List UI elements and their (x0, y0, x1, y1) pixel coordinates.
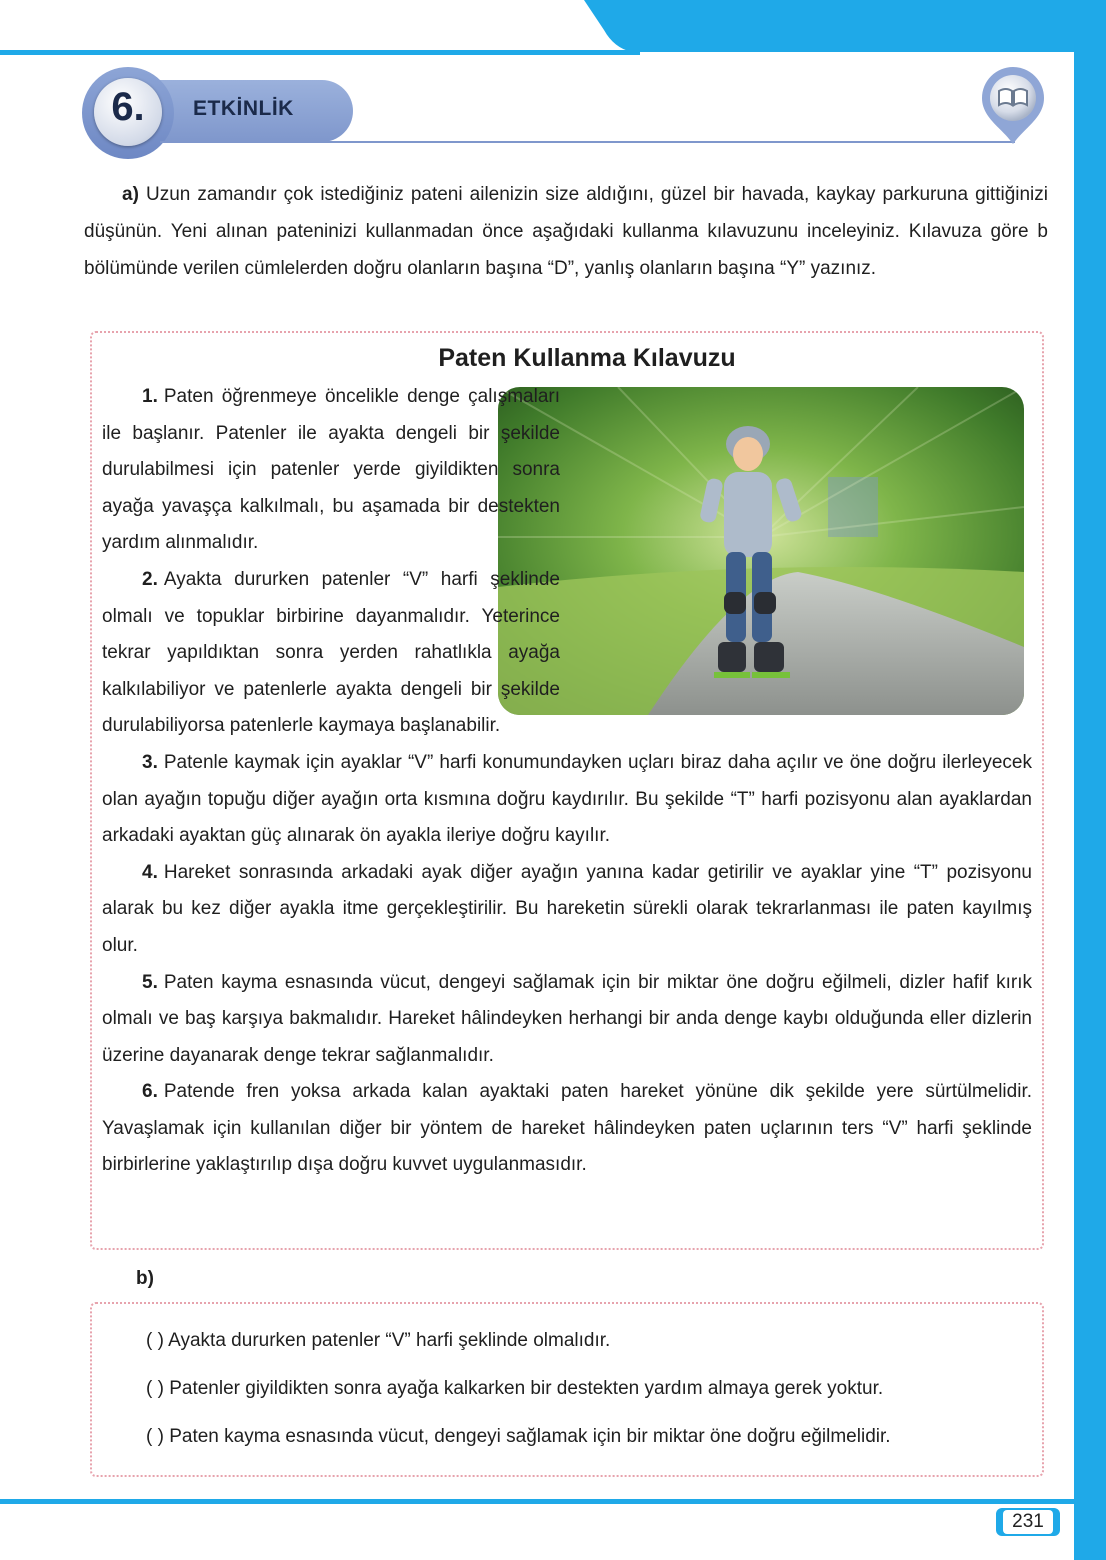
guide-title: Paten Kullanma Kılavuzu (438, 344, 736, 372)
header-rule (160, 141, 1015, 143)
step-number: 6. (142, 1081, 158, 1103)
guide-steps (102, 379, 1032, 1184)
guide-step (102, 1074, 1032, 1184)
statement-item[interactable]: ( ) Paten kayma esnasında vücut, dengeyi sağlamak için bir miktar öne doğru eğilmelidir. (146, 1426, 891, 1447)
step-text: Paten kayma esnasında vücut, dengeyi sağlamak için bir miktar öne doğru eğilmeli, dizler hafif kırık olmalı ve baş karşıya bakmalıdır. Hareket hâlindeyken herhangi bir anda denge kaybı olduğunda eller dizlerin üzerine dayanarak denge tekrar sağlanmalıdır. (102, 971, 1032, 1066)
step-number: 5. (142, 971, 158, 993)
intro-paragraph (84, 176, 1048, 287)
part-a-label: a) (122, 184, 139, 205)
guide-step (102, 745, 1032, 855)
bottom-rule (0, 1499, 1074, 1504)
part-b-label: b) (136, 1268, 154, 1289)
step-text: Patenle kaymak için ayaklar “V” harfi konumundayken uçları biraz daha açılır ve öne doğru ilerleyecek olan ayağın topuğu diğer ayağın orta kısmına doğru kaydırılır. Bu şekilde “T” harfi pozisyonu alan ayaklardan arkadaki ayaktan güç alınarak ön ayakla ileriye doğru kayılır. (102, 751, 1032, 847)
intro-text: Uzun zamandır çok istediğiniz pateni ailenizin size aldığını, güzel bir havada, kaykay parkuruna gittiğinizi düşünün. Yeni alınan pateninizi kullanmadan önce aşağıdaki kullanma kılavuzunu inceleyiniz. Kılavuza göre b bölümünde verilen cümlelerden doğru olanların başına “D”, yanlış olanların başına “Y” yazınız. (84, 184, 1048, 279)
statement-item[interactable]: ( ) Patenler giyildikten sonra ayağa kalkarken bir destekten yardım almaya gerek yoktur. (146, 1378, 884, 1399)
top-rule (0, 50, 640, 55)
step-text: Patende fren yoksa arkada kalan ayaktaki paten hareket yönüne dik şekilde yere sürtülmelidir. Yavaşlamak için kullanılan diğer bir yöntem de hareket hâlindeyken paten uçlarının ters “V” harfi şeklinde birbirlerine yaklaştırılıp dışa doğru kuvvet uygulanmasıdır. (102, 1081, 1032, 1176)
step-text: Paten öğrenmeye öncelikle denge çalışmaları ile başlanır. Patenler ile ayakta dengeli bir şekilde durulabilmesi için patenler yerde giyildikten sonra ayağa yavaşça kalkılmalı, bu aşamada bir destekten yardım alınmalıdır. (102, 386, 560, 554)
step-text: Ayakta dururken patenler “V” harfi şeklinde olmalı ve topuklar birbirine dayanmalıdır. Yeterince tekrar yapıldıktan sonra yerden rahatlıkla ayağa kalkılabiliyor ve patenlerle ayakta dengeli bir şekilde durulabiliyorsa patenlerle kaymaya başlanabilir. (102, 568, 560, 737)
activity-label: ETKİNLİK (193, 97, 294, 120)
step-number: 2. (142, 568, 158, 590)
right-margin-bar (1074, 0, 1106, 1560)
step-number: 1. (142, 386, 158, 407)
guide-step (102, 965, 1032, 1075)
book-icon (978, 66, 1048, 146)
statement-item[interactable]: ( ) Ayakta dururken patenler “V” harfi şeklinde olmalıdır. (146, 1330, 611, 1351)
activity-number: 6. (111, 85, 145, 129)
page-number: 231 (1003, 1510, 1053, 1534)
step-number: 3. (142, 751, 158, 773)
step-number: 4. (142, 861, 158, 883)
guide-step (102, 855, 1032, 965)
step-text: Hareket sonrasında arkadaki ayak diğer ayağın yanına kadar getirilir ve ayaklar yine “T” pozisyonu alarak bu kez diğer ayakla itme gerçekleştirilir. Bu hareketin sürekli olarak tekrarlanması ile paten kayılmış olur. (102, 861, 1032, 956)
